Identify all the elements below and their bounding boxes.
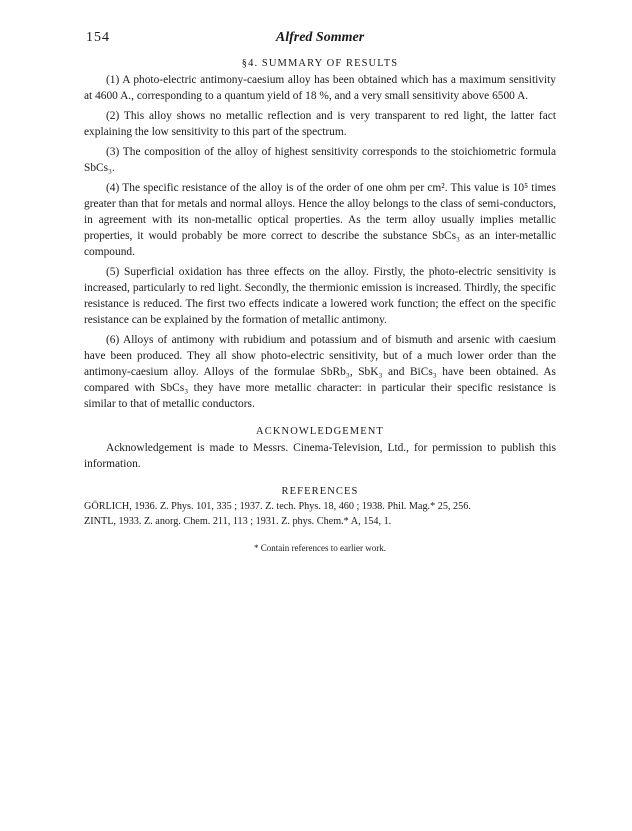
reference-item-zintl: ZINTL, 1933. Z. anorg. Chem. 211, 113 ; 1931. Z. phys. Chem.* A, 154, 1. bbox=[84, 516, 392, 527]
page-header bbox=[84, 30, 556, 52]
summary-paragraph-6: (6) Alloys of antimony with rubidium and potassium and of bismuth and arsenic with caesium have been produced. They all show photo-electric sensitivity, but of a much lower order than the antimony-caesium alloy. Alloys of the formulae SbRb₃, SbK₃ and BiCs₃ have been obtained. As compared with SbCs₃ they have more metallic character: in particular their specific resistance is similar to that of metallic conductors. bbox=[84, 334, 556, 410]
references-heading: REFERENCES bbox=[281, 486, 359, 497]
running-title: Alfred Sommer bbox=[275, 30, 365, 45]
summary-paragraph-2: (2) This alloy shows no metallic reflection and is very transparent to red light, the latter fact explaining the low sensitivity to this part of the spectrum. bbox=[84, 110, 556, 138]
reference-item-gorlich: GÖRLICH, 1936. Z. Phys. 101, 335 ; 1937. Z. tech. Phys. 18, 460 ; 1938. Phil. Mag.* 25, 256. bbox=[84, 501, 471, 512]
summary-paragraph-4: (4) The specific resistance of the alloy is of the order of one ohm per cm². This value is 10⁵ times greater than that for metals and normal alloys. Hence the alloy belongs to the class of semi-conductors, in agreement with its non-metallic optical properties. As the term alloy usually implies metallic properties, it would probably be more correct to describe the substance SbCs₃ as an inter-metallic compound. bbox=[84, 182, 556, 258]
summary-paragraph-3: (3) The composition of the alloy of highest sensitivity corresponds to the stoichiometric formula SbCs₃. bbox=[84, 146, 556, 174]
acknowledgement-heading: ACKNOWLEDGEMENT bbox=[256, 426, 384, 437]
page-number: 154 bbox=[86, 30, 110, 45]
summary-paragraph-1: (1) A photo-electric antimony-caesium alloy has been obtained which has a maximum sensitivity at 4600 A., corresponding to a quantum yield of 18 %, and a very small sensitivity above 6500 A. bbox=[84, 74, 556, 102]
summary-paragraph-5: (5) Superficial oxidation has three effects on the alloy. Firstly, the photo-electric sensitivity is increased, particularly to red light. Secondly, the thermionic emission is increased. Thirdly, the specific resistance is reduced. The first two effects indicate a lowered work function; the effect on the specific resistance can be explained by the formation of metallic antimony. bbox=[84, 266, 556, 326]
summary-heading: §4. SUMMARY OF RESULTS bbox=[241, 58, 399, 69]
references-footnote: * Contain references to earlier work. bbox=[254, 543, 386, 553]
acknowledgement-text: Acknowledgement is made to Messrs. Cinema-Television, Ltd., for permission to publish this information. bbox=[84, 442, 556, 470]
paper-page bbox=[84, 30, 556, 553]
